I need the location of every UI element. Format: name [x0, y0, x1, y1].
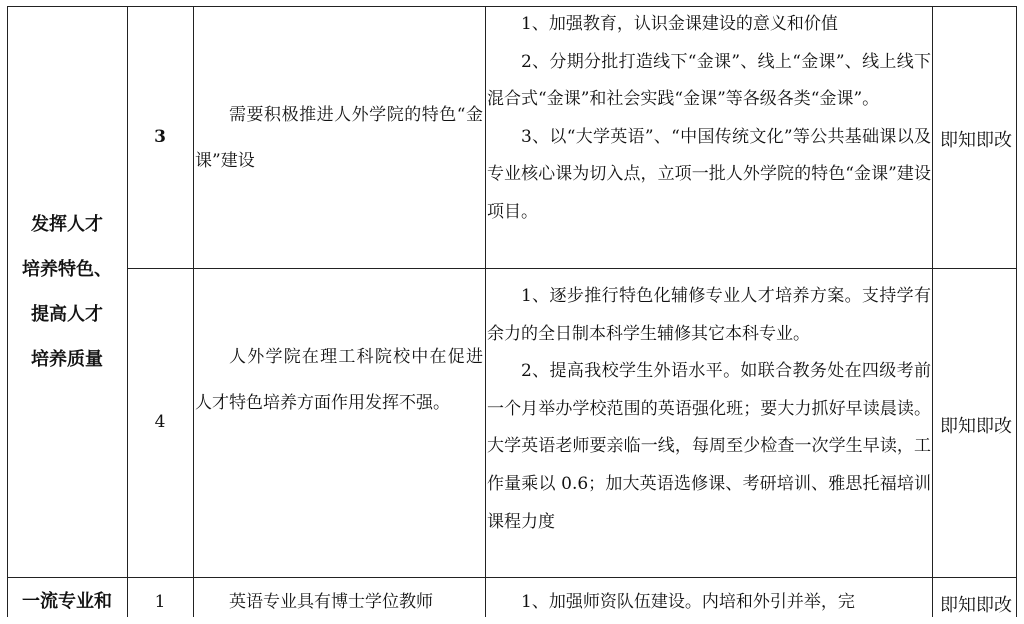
- measure-item: 1、加强师资队伍建设。内培和外引并举，完: [521, 592, 855, 612]
- problem-text: 需要积极推进人外学院的特色“金课”建设: [195, 105, 483, 171]
- deadline: 即知即改: [940, 595, 1012, 616]
- row-divider-3-4: [127, 268, 1017, 269]
- measure-item: 2、提高我校学生外语水平。如联合教务处在四级考前一个月举办学校范围的英语强化班；要大力抓好早读晨读。大学英语老师要亲临一线，每周至少检查一次学生早读，工作量乘以 0.6；加大英语选修课、考研培训、雅思托福培训课程力度: [487, 361, 931, 532]
- table-divider-category: [127, 6, 128, 617]
- category-line: 发挥人才: [31, 214, 103, 235]
- deadline: 即知即改: [940, 130, 1012, 151]
- measure-item: 2、分期分批打造线下“金课”、线上“金课”、线上线下混合式“金课”和社会实践“金课”等各级各类“金课”。: [487, 51, 931, 110]
- measures-cell: [487, 278, 931, 541]
- row-number: 4: [154, 412, 166, 432]
- category-line: 提高人才: [31, 304, 103, 325]
- table-divider-measures: [932, 6, 933, 617]
- table-divider-problem: [485, 6, 486, 617]
- measures-cell: [487, 6, 931, 232]
- category-line: 一流专业和: [22, 591, 112, 612]
- measure-item: 1、逐步推行特色化辅修专业人才培养方案。支持学有余力的全日制本科学生辅修其它本科专业。: [487, 286, 931, 344]
- row-number: 3: [154, 127, 166, 147]
- table-divider-number: [193, 6, 194, 617]
- table-border-right: [1016, 6, 1017, 617]
- category-line: 培养特色、: [22, 259, 112, 280]
- row-divider-section: [7, 577, 1017, 578]
- measures-cell: [487, 580, 931, 624]
- problem-text: 人外学院在理工科院校中在促进人才特色培养方面作用发挥不强。: [195, 347, 483, 413]
- deadline: 即知即改: [940, 416, 1012, 437]
- problem-text: 英语专业具有博士学位教师: [229, 592, 433, 612]
- measure-item: 1、加强教育，认识金课建设的意义和价值: [521, 14, 838, 34]
- measure-item: 3、以“大学英语”、“中国传统文化”等公共基础课以及专业核心课为切入点，立项一批人外学院的特色“金课”建设项目。: [487, 126, 931, 222]
- category-line: 培养质量: [31, 349, 103, 370]
- row-number: 1: [154, 592, 166, 612]
